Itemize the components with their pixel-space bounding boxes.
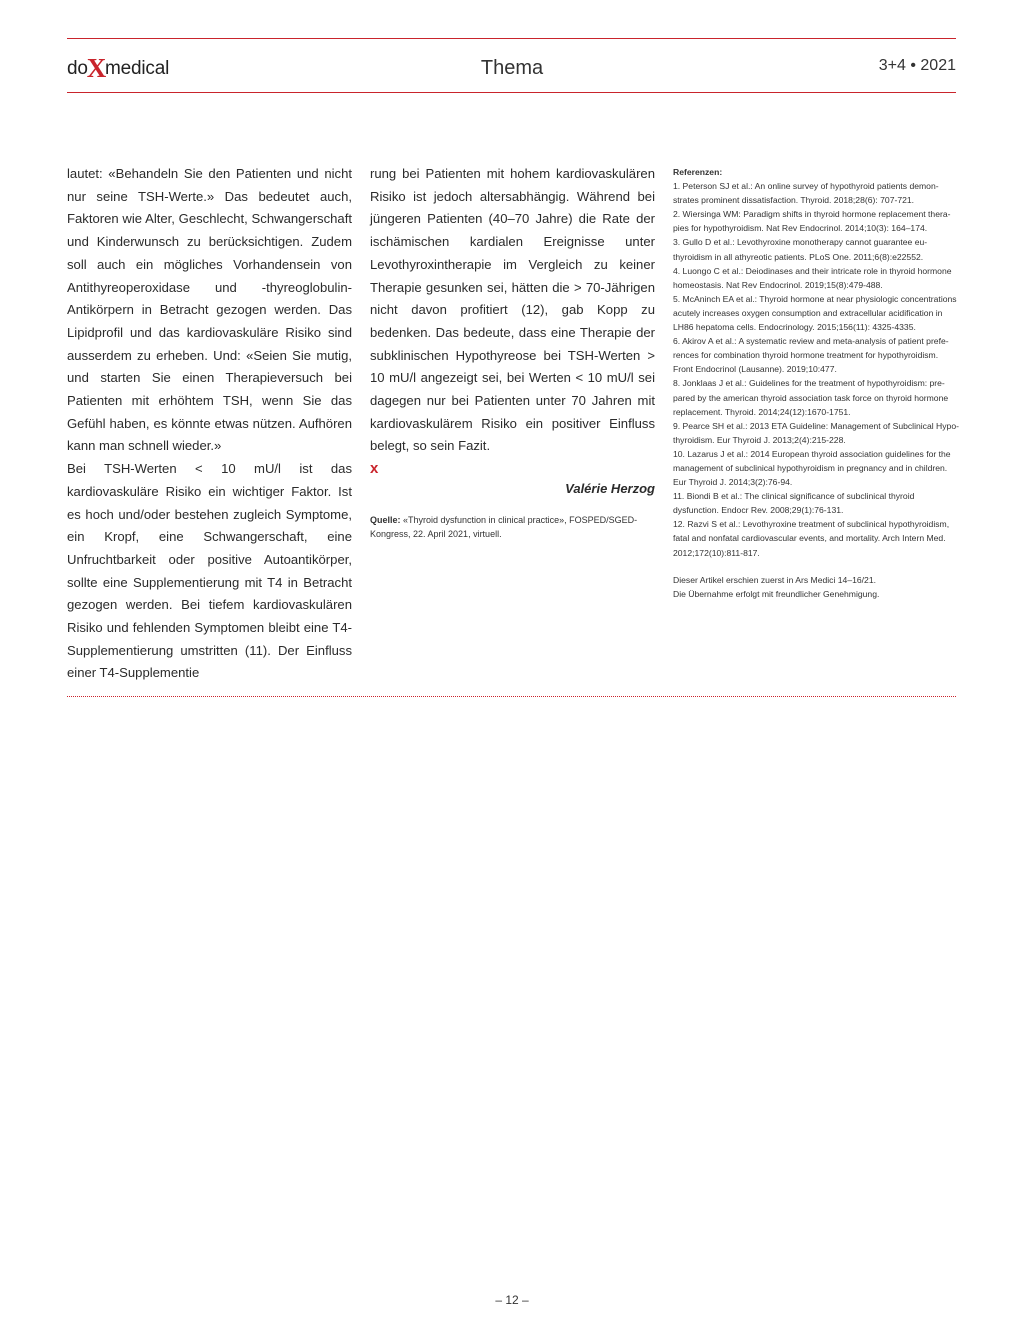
- source-text: «Thyroid dysfunction in clinical practice», FOSPED/SGED-Kongress, 22. April 2021, virtuell.: [370, 515, 638, 540]
- header-bottom-rule: [67, 92, 956, 93]
- references-list: [673, 165, 960, 601]
- reprint-note: [673, 573, 960, 601]
- paragraph: rung bei Patienten mit hohem kardiovaskulären Risiko ist jedoch altersabhängig. Während bei jüngeren Patienten (40–70 Jahre) die Rate der ischämischen kardialen Ereignisse unter Levothyroxintherapie im Vergleich zu keiner Therapie gesunken sei, hätten die > 70-Jährigen nicht davon profitiert (12), gab Kopp zu bedenken. Das bedeute, dass eine Therapie der subklinischen Hypothyreose bei TSH-Werten > 10 mU/l angezeigt sei, bei Werten < 10 mU/l sei dagegen nur bei Patienten unter 70 Jahren mit kardiovaskulärem Risiko ein positiver Einfluss belegt, so sein Fazit.: [370, 166, 655, 454]
- article-column-1: [67, 163, 352, 685]
- header-top-rule: [67, 38, 956, 39]
- reference-item: 10. Lazarus J et al.: 2014 European thyroid association guidelines for the management of subclinical hypothyroidism in pregnancy and in children. Eur Thyroid J. 2014;3(2):76-94.: [673, 448, 951, 488]
- logo-text-do: do: [67, 58, 88, 79]
- reference-item: 3. Gullo D et al.: Levothyroxine monotherapy cannot guarantee euthyroidism in all athyreotic patients. PLoS One. 2011;6(8):e22552.: [673, 237, 928, 262]
- content-end-dotted-rule: [67, 696, 956, 697]
- reference-item: 6. Akirov A et al.: A systematic review and meta-analysis of patient prefe-rences for combination thyroid hormone treatment for hypothyroidism. Front Endocrinol (Lausanne). 2019;10:477.: [673, 336, 949, 375]
- paragraph: Bei TSH-Werten < 10 mU/l ist das kardiovaskuläre Risiko ein wichtiger Faktor. Ist es hoch und/oder bestehen zugleich Symptome, ein Kropf, eine Schwangerschaft, eine Unfruchtbarkeit oder positive Autoantikörper, sollte eine Supplementierung mit T4 in Betracht gezogen werden. Bei tiefem kardiovaskulären Risiko und fehlenden Symptomen bleibt eine T4-Supplementierung umstritten (11). Der Einfluss einer T4-Supplementie: [67, 461, 352, 681]
- section-title: Thema: [480, 57, 544, 79]
- reprint-note-line: Die Übernahme erfolgt mit freundlicher Genehmigung.: [673, 588, 880, 599]
- article-end-mark: x: [370, 460, 379, 478]
- references-heading: Referenzen:: [673, 167, 723, 177]
- article-column-2: [370, 163, 655, 541]
- reference-item: 4. Luongo C et al.: Deiodinases and their intricate role in thyroid hormone homeostasis. Nat Rev Endocrinol. 2019;15(8):479-488.: [673, 265, 952, 290]
- reference-item: 9. Pearce SH et al.: 2013 ETA Guideline: Management of Subclinical Hypo-thyroidism. Eur Thyroid J. 2013;2(4):215-228.: [673, 420, 959, 445]
- reprint-note-line: Dieser Artikel erschien zuerst in Ars Medici 14–16/21.: [673, 574, 877, 585]
- author-name: Valérie Herzog: [565, 481, 655, 497]
- reference-item: 1. Peterson SJ et al.: An online survey of hypothyroid patients demon- strates prominent dissatisfaction. Thyroid. 2018;28(6): 707-721.: [673, 181, 939, 206]
- reference-item: 11. Biondi B et al.: The clinical significance of subclinical thyroid dysfunction. Endocr Rev. 2008;29(1):76-131.: [673, 491, 915, 516]
- paragraph: lautet: «Behandeln Sie den Patienten und nicht nur seine TSH-Werte.» Das bedeutet auch, Faktoren wie Alter, Geschlecht, Schwangerschaft und Kinderwunsch zu berücksichtigen. Zudem soll auch ein mögliches Vorhandensein von Antithyreoperoxidase und -thyreoglobulin-Antikörpern in Betracht gezogen werden. Das Lipidprofil und das kardiovaskuläre Risiko sind ausserdem zu erheben. Und: «Seien Sie mutig, und starten Sie einen Therapieversuch bei Patienten mit erhöhtem TSH, wenn Sie das Gefühl haben, es könnte etwas nützen. Aufhören kann man schnell wieder.»: [67, 166, 352, 454]
- reference-item: 12. Razvi S et al.: Levothyroxine treatment of subclinical hypothyroidism, fatal and nonfatal cardiovascular events, and mortality. Arch Intern Med. 2012;172(10):811-817.: [673, 519, 950, 558]
- source-note: [370, 513, 655, 541]
- logo-x-mark: X: [86, 53, 107, 83]
- logo-text-medical: medical: [105, 58, 170, 79]
- issue-number: 3+4 • 2021: [878, 57, 956, 74]
- source-label: Quelle:: [370, 515, 401, 526]
- reference-item: 2. Wiersinga WM: Paradigm shifts in thyroid hormone replacement thera-pies for hypothyroidism. Nat Rev Endocrinol. 2014;10(3): 164–174.: [673, 209, 951, 234]
- reference-item: 5. McAninch EA et al.: Thyroid hormone at near physiologic concentrations acutely increases oxygen consumption and extracellular acidification in LH86 hepatoma cells. Endocrinology. 2015;156(11): 4325-4335.: [673, 293, 957, 333]
- reference-item: 8. Jonklaas J et al.: Guidelines for the treatment of hypothyroidism: pre- pared by the american thyroid association task force on thyroid hormone replacement. Thyroid. 2014;24(12):1670-1751.: [673, 378, 949, 417]
- page-number: – 12 –: [495, 1293, 529, 1307]
